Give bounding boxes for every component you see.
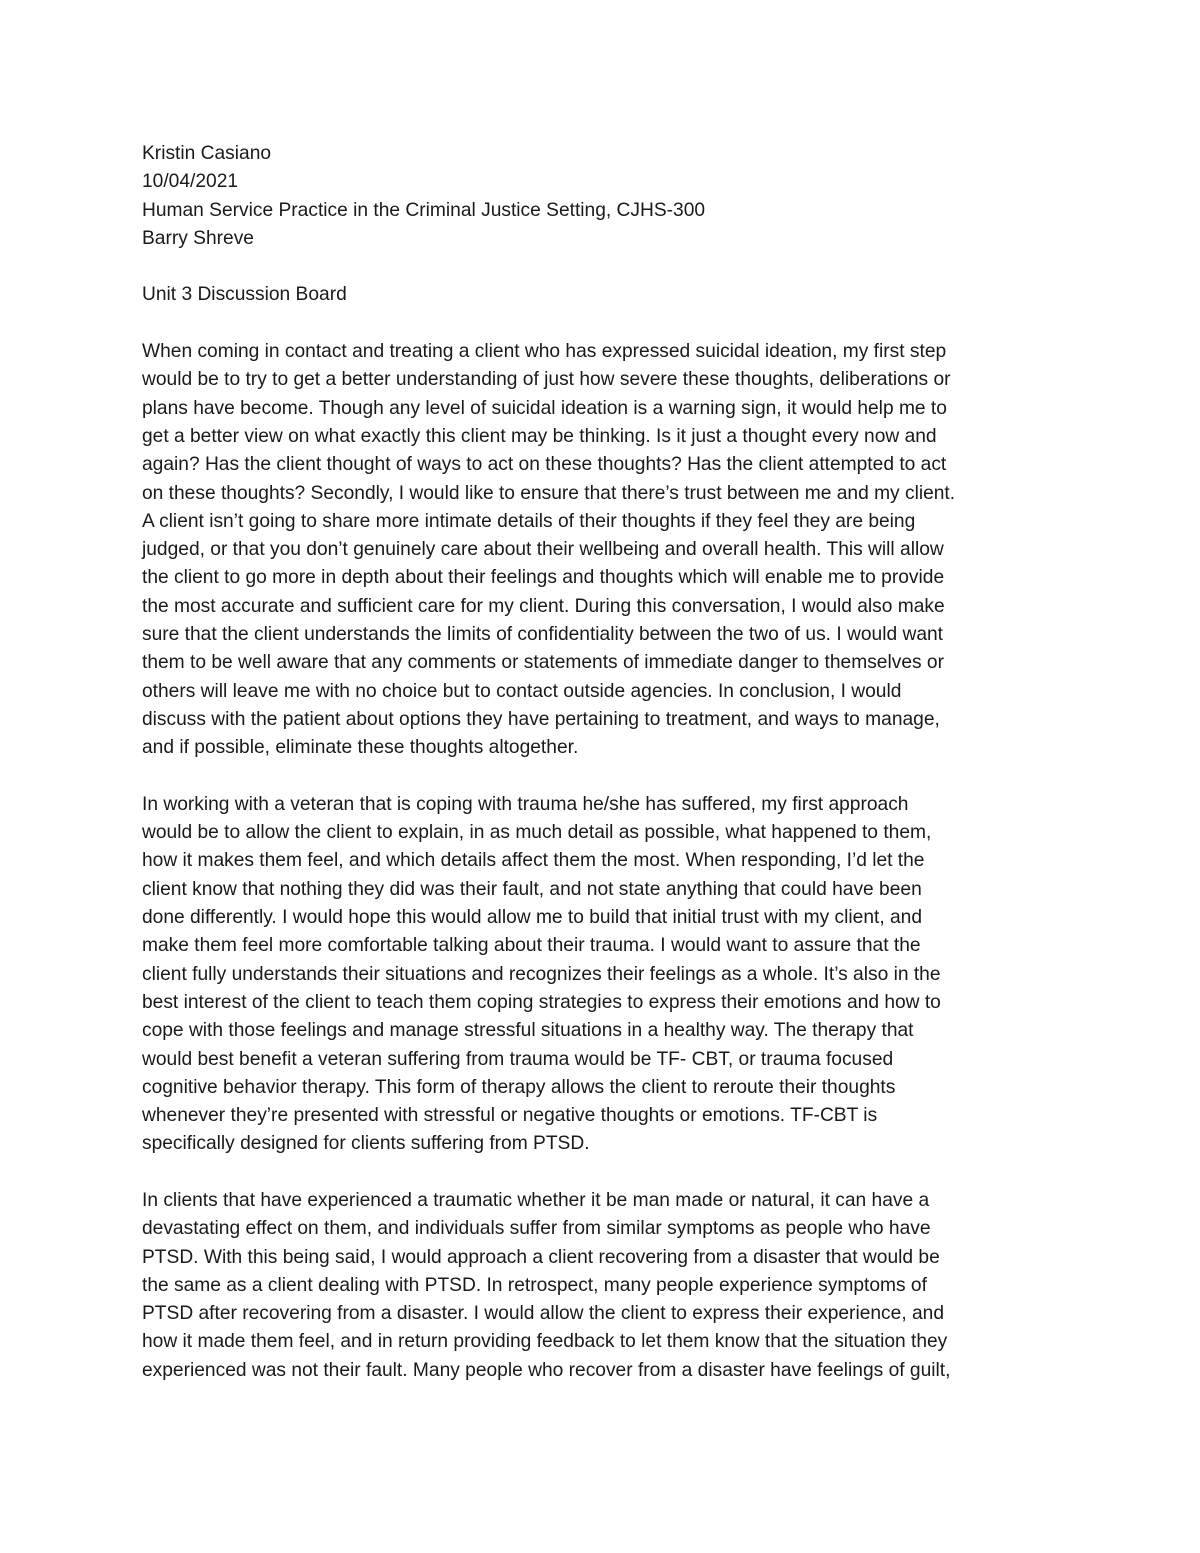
instructor-name: Barry Shreve bbox=[142, 227, 254, 249]
paragraph-line: would be to try to get a better understanding of just how severe these thoughts, deliberations or bbox=[142, 369, 951, 391]
document-date: 10/04/2021 bbox=[142, 171, 239, 193]
paragraph-line: the most accurate and sufficient care for my client. During this conversation, I would also make bbox=[142, 595, 945, 617]
paragraph-line: how it made them feel, and in return providing feedback to let them know that the situation they bbox=[142, 1331, 948, 1353]
paragraph-line: them to be well aware that any comments or statements of immediate danger to themselves or bbox=[142, 652, 944, 674]
body-text bbox=[142, 338, 1060, 1385]
paragraph-line: get a better view on what exactly this client may be thinking. Is it just a thought every now and bbox=[142, 425, 937, 447]
paragraph-line: A client isn’t going to share more intimate details of their thoughts if they feel they are being bbox=[142, 510, 916, 532]
paragraph-line: make them feel more comfortable talking about their trauma. I would want to assure that the bbox=[142, 935, 921, 957]
paragraph-line: would be to allow the client to explain, in as much detail as possible, what happened to them, bbox=[142, 822, 932, 844]
spacer bbox=[142, 763, 1060, 791]
course-name: Human Service Practice in the Criminal Justice Setting, CJHS-300 bbox=[142, 199, 706, 221]
paragraph-line: client know that nothing they did was their fault, and not state anything that could have been bbox=[142, 878, 922, 900]
paragraph-line: how it makes them feel, and which details affect them the most. When responding, I’d let the bbox=[142, 850, 925, 872]
paragraph-line: would best benefit a veteran suffering from trauma would be TF- CBT, or trauma focused bbox=[142, 1048, 894, 1070]
paragraph-line: the client to go more in depth about their feelings and thoughts which will enable me to provide bbox=[142, 567, 945, 589]
paragraph-line: best interest of the client to teach them coping strategies to express their emotions and how to bbox=[142, 991, 941, 1013]
paragraph-line: In working with a veteran that is coping with trauma he/she has suffered, my first approach bbox=[142, 793, 909, 815]
spacer bbox=[142, 310, 1060, 338]
paragraph-line: judged, or that you don’t genuinely care about their wellbeing and overall health. This will allow bbox=[142, 539, 944, 561]
paragraph-line: When coming in contact and treating a client who has expressed suicidal ideation, my first step bbox=[142, 341, 947, 363]
author-name: Kristin Casiano bbox=[142, 143, 272, 164]
paragraph-line: PTSD. With this being said, I would approach a client recovering from a disaster that would be bbox=[142, 1246, 940, 1268]
paragraph-line: In clients that have experienced a traumatic whether it be man made or natural, it can have a bbox=[142, 1189, 930, 1211]
paragraph-line: others will leave me with no choice but to contact outside agencies. In conclusion, I would bbox=[142, 680, 902, 702]
paragraph-line: cope with those feelings and manage stressful situations in a healthy way. The therapy that bbox=[142, 1020, 914, 1042]
paragraph-line: client fully understands their situations and recognizes their feelings as a whole. It’s also in the bbox=[142, 963, 941, 985]
paragraph-line: experienced was not their fault. Many people who recover from a disaster have feelings of guilt, bbox=[142, 1359, 951, 1381]
paragraph-line: again? Has the client thought of ways to act on these thoughts? Has the client attempted to act bbox=[142, 454, 947, 476]
paragraph-line: discuss with the patient about options they have pertaining to treatment, and ways to manage, bbox=[142, 708, 940, 730]
paragraph-line: specifically designed for clients suffering from PTSD. bbox=[142, 1133, 590, 1155]
paragraph-line: plans have become. Though any level of suicidal ideation is a warning sign, it would help me to bbox=[142, 397, 947, 419]
paragraph-line: the same as a client dealing with PTSD. In retrospect, many people experience symptoms of bbox=[142, 1274, 927, 1296]
paragraph-line: whenever they’re presented with stressful or negative thoughts or emotions. TF-CBT is bbox=[142, 1105, 878, 1127]
paragraph-line: done differently. I would hope this would allow me to build that initial trust with my client, and bbox=[142, 907, 922, 929]
document-title: Unit 3 Discussion Board bbox=[142, 284, 347, 306]
spacer bbox=[142, 1159, 1060, 1187]
header-block bbox=[142, 140, 1060, 253]
paragraph-line: PTSD after recovering from a disaster. I would allow the client to express their experience, and bbox=[142, 1303, 944, 1325]
paragraph-line: on these thoughts? Secondly, I would like to ensure that there’s trust between me and my client. bbox=[142, 482, 956, 504]
paragraph-line: cognitive behavior therapy. This form of therapy allows the client to reroute their thoughts bbox=[142, 1076, 896, 1098]
paragraph bbox=[142, 338, 1060, 762]
spacer bbox=[142, 253, 1060, 281]
paragraph-line: devastating effect on them, and individuals suffer from similar symptoms as people who have bbox=[142, 1218, 931, 1240]
paragraph-line: and if possible, eliminate these thoughts altogether. bbox=[142, 737, 579, 759]
paragraph-line: sure that the client understands the limits of confidentiality between the two of us. I would want bbox=[142, 624, 943, 646]
paragraph bbox=[142, 791, 1060, 1159]
paragraph bbox=[142, 1187, 1060, 1385]
